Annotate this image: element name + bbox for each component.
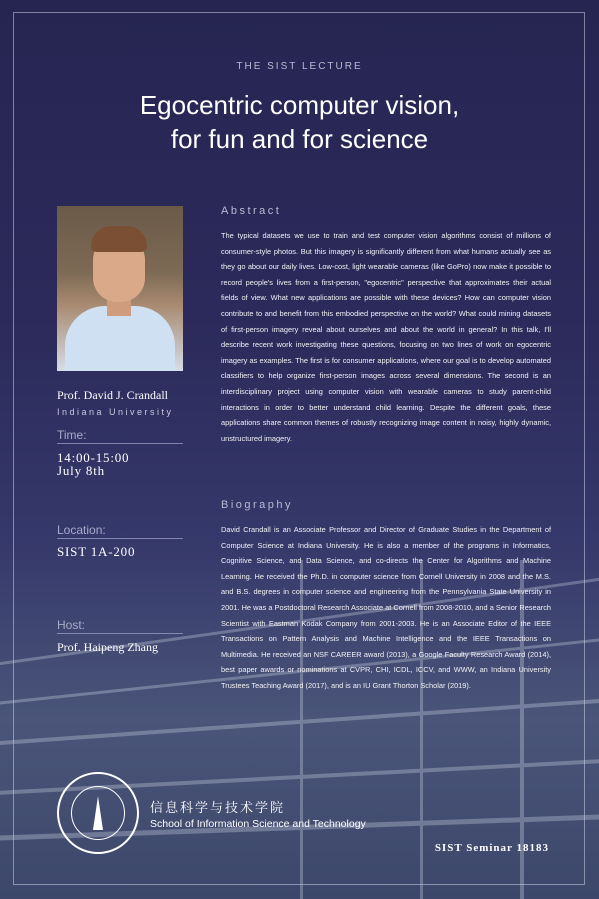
speaker-photo	[57, 206, 183, 371]
time-range: 14:00-15:00	[57, 450, 130, 465]
abstract-text: The typical datasets we use to train and test computer vision algorithms consist of millions of consumer-style photos. But this imagery is significantly different from what humans actually see as they go about our daily lives. Low-cost, light wearable cameras (like GoPro) now make it possible to record people's lives from a first-person, "egocentric" perspective that approximates their actual fields of view. What new applications are possible with these devices? How can computer vision contribute to and benefit from this embodied perspective on the world? What could mining datasets of first-person imagery reveal about ourselves and about the world in general? In this talk, I'll describe recent work investigating these questions, focusing on two lines of work on egocentric imagery as examples. The first is for consumer applications, where our goal is to develop automated classifiers to help organize first-person images across several dimensions. The second is an interdisciplinary project using computer vision with wearable cameras to study parent-child interactions in order to better understand child learning. Despite the different goals, these applications share common themes of robustly recognizing image content in noisy, highly dynamic, unstructured imagery.	[221, 231, 551, 443]
speaker-affiliation: Indiana University	[57, 407, 174, 417]
title-line-2: for fun and for science	[170, 124, 429, 154]
host-value: Prof. Haipeng Zhang	[57, 640, 158, 654]
location-divider	[57, 538, 183, 539]
biography-heading: Biography	[221, 499, 294, 511]
date: July 8th	[57, 463, 105, 478]
time-divider	[57, 443, 183, 444]
lecture-title	[0, 88, 599, 156]
speaker-name: Prof. David J. Crandall	[57, 388, 168, 402]
location-value: SIST 1A-200	[57, 544, 136, 559]
abstract-heading: Abstract	[221, 205, 282, 217]
host-divider	[57, 633, 183, 634]
school-name-chinese: 信息科学与技术学院	[150, 800, 286, 815]
time-label: Time:	[57, 428, 87, 442]
university-logo	[57, 772, 139, 854]
seminar-number: SIST Seminar 18183	[434, 842, 549, 854]
school-name-english: School of Information Science and Technology	[150, 818, 366, 830]
biography-text: David Crandall is an Associate Professor and Director of Graduate Studies in the Department of Computer Science at Indiana University. He is also a member of the programs in Informatics, Cognitive Science, and Data Science, and co-directs the Center for Algorithms and Machine Learning. He received the Ph.D. in computer science from Cornell University in 2008 and the M.S. and B.S. degrees in computer science and engineering from the Pennsylvania State University in 2001. He was a Postdoctoral Research Associate at Cornell from 2008-2010, and a Senior Research Scientist with Eastman Kodak Company from 2001-2003. He is an Associate Editor of the IEEE Transactions on Pattern Analysis and Machine Intelligence and the IEEE Transactions on Multimedia. He received an NSF CAREER award (2013), a Google Faculty Research Award (2014), best paper awards or nominations at CVPR, CHI, ICDL, ICCV, and WWW, an Indiana University Trustees Teaching Award (2017), and is an IU Grant Thorton Scholar (2019).	[221, 525, 551, 690]
host-label: Host:	[57, 618, 86, 632]
location-label: Location:	[57, 523, 106, 537]
title-line-1: Egocentric computer vision,	[139, 90, 460, 120]
lecture-label: THE SIST LECTURE	[236, 61, 363, 72]
